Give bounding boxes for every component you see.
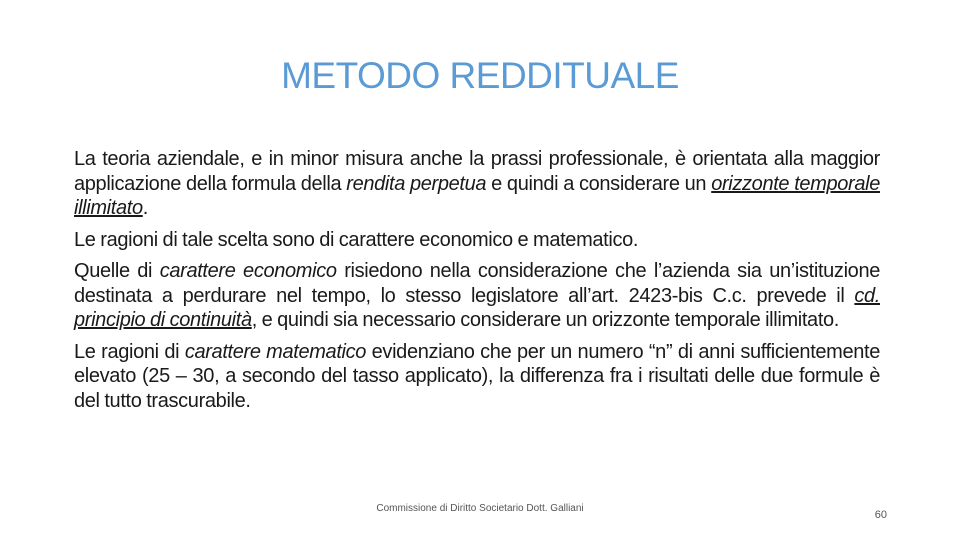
paragraph bbox=[74, 228, 880, 253]
text-run: risiedono nella considerazione che l’azienda sia un’istituzione destinata a perdurare nel tempo, lo stesso legislatore all’art. 2423-bis C.c. prevede il bbox=[74, 260, 880, 307]
text-run: . bbox=[142, 197, 148, 219]
emphasis-underlined-text: orizzonte temporale illimitato bbox=[74, 172, 880, 219]
paragraph bbox=[74, 259, 880, 333]
slide-title: METODO REDDITUALE bbox=[281, 55, 679, 96]
paragraph bbox=[74, 340, 880, 414]
slide-body bbox=[74, 147, 880, 420]
emphasis-underlined-text: cd. principio di continuità bbox=[74, 284, 880, 331]
text-run: Le ragioni di tale scelta sono di carattere economico e matematico. bbox=[74, 228, 639, 251]
emphasis-text: rendita perpetua bbox=[346, 172, 487, 195]
text-run: , e quindi sia necessario considerare un orizzonte temporale illimitato. bbox=[251, 309, 840, 331]
text-run: evidenziano che per un numero “n” di anni sufficientemente elevato (25 – 30, a secondo del tasso applicato), la differenza fra i risultati delle due formule è del tutto trascurabile. bbox=[74, 340, 881, 412]
text-run: La teoria aziendale, e in minor misura anche la prassi professionale, è orientata alla maggior applicazione della formula della bbox=[74, 148, 880, 195]
page-number: 60 bbox=[874, 509, 887, 521]
paragraph bbox=[74, 147, 880, 221]
footer-text: Commissione di Diritto Societario Dott. Galliani bbox=[376, 503, 584, 514]
emphasis-text: carattere economico bbox=[159, 260, 337, 282]
text-run: Quelle di bbox=[74, 260, 160, 282]
emphasis-text: carattere matematico bbox=[184, 340, 367, 363]
text-run: Le ragioni di bbox=[74, 340, 185, 363]
text-run: e quindi a considerare un bbox=[486, 172, 712, 195]
